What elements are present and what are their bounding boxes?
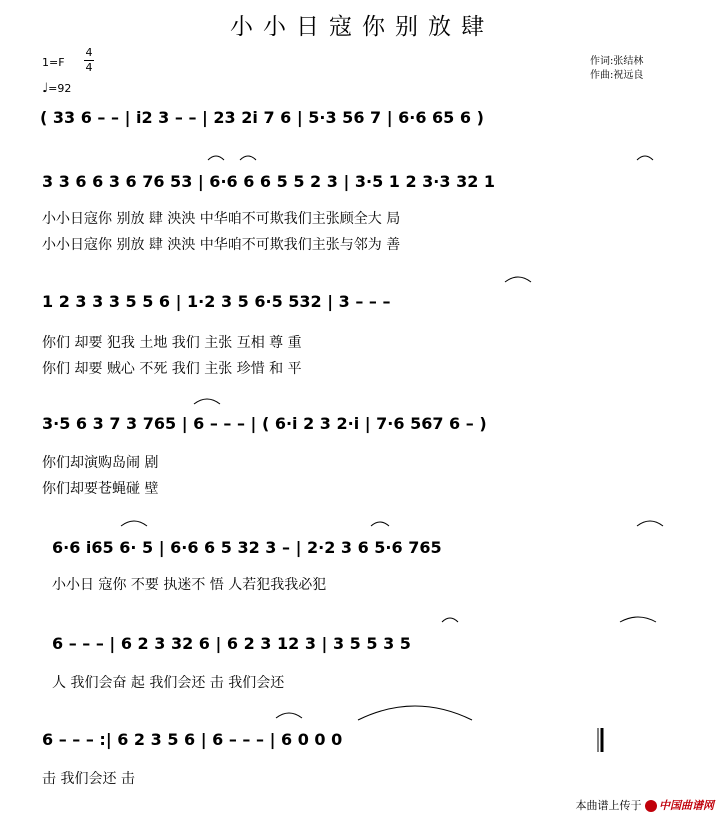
slur-mark <box>276 713 302 718</box>
slur-mark <box>358 706 472 720</box>
lyrics-line-4b: 你们却要苍蝇碰 壁 <box>42 481 159 497</box>
staff-line-2: 3 3 6 6 3 6 76 53 | 6·6 6 6 5 5 2 3 | 3·5 1 2 3·3 32 1 <box>42 172 496 191</box>
lyrics-line-4a: 你们却演购岛闹 剧 <box>42 455 159 471</box>
slur-mark <box>637 521 663 526</box>
lyrics-line-2a: 小小日寇你 别放 肆 泱泱 中华咱不可欺我们主张顾全大 局 <box>42 211 401 227</box>
song-title: 小小日寇你别放肆 <box>230 14 494 40</box>
slur-mark <box>208 156 224 160</box>
slur-mark <box>194 399 220 404</box>
lyrics-line-3a: 你们 却要 犯我 土地 我们 主张 互相 尊 重 <box>42 335 302 351</box>
time-denominator: 4 <box>85 61 93 74</box>
slur-mark <box>240 156 256 160</box>
slur-mark <box>620 617 656 622</box>
staff-line-7: 6 – – – :| 6 2 3 5 6 | 6 – – – | 6 0 0 0 <box>42 730 343 749</box>
staff-line-6: 6 – – – | 6 2 3 32 6 | 6 2 3 12 3 | 3 5 5 3 5 <box>52 634 411 653</box>
slur-mark <box>121 521 147 526</box>
composer: 作曲:祝远良 <box>590 70 644 81</box>
lyrics-line-5: 小小日 寇你 不要 执迷不 悟 人若犯我我必犯 <box>52 577 327 593</box>
slur-mark <box>371 522 389 526</box>
staff-line-5: 6·6 i65 6· 5 | 6·6 6 5 32 3 – | 2·2 3 6 5·6 765 <box>52 538 442 557</box>
quarter-note-icon: ♩ <box>42 81 49 96</box>
footer-brand[interactable]: 中国曲谱网 <box>659 799 714 812</box>
slur-mark <box>442 618 458 622</box>
staff-line-1: ( 33 6 – – | i2 3 – – | 23 2i 7 6 | 5·3 56 7 | 6·6 65 6 ) <box>40 108 484 127</box>
lyrics-line-6: 人 我们会奋 起 我们会还 击 我们会还 <box>52 675 285 691</box>
footer-prefix: 本曲谱上传于 <box>575 799 642 812</box>
slur-mark <box>637 156 653 160</box>
staff-line-3: 1 2 3 3 3 5 5 6 | 1·2 3 5 6·5 532 | 3 – – – <box>42 292 391 311</box>
time-numerator: 4 <box>85 46 93 59</box>
tempo-value: =92 <box>48 82 72 95</box>
site-logo-icon <box>645 800 657 812</box>
lyricist: 作词:张结林 <box>590 56 644 67</box>
footer <box>576 797 715 813</box>
lyrics-line-2b: 小小日寇你 别放 肆 泱泱 中华咱不可欺我们主张与邻为 善 <box>42 237 401 253</box>
key-signature: 1=F <box>42 56 65 69</box>
staff-line-4: 3·5 6 3 7 3 765 | 6 – – – | ( 6·i 2 3 2·i | 7·6 567 6 – ) <box>42 414 487 433</box>
lyrics-line-3b: 你们 却要 贼心 不死 我们 主张 珍惜 和 平 <box>42 361 302 377</box>
slur-mark <box>505 277 531 282</box>
lyrics-line-7: 击 我们会还 击 <box>42 771 135 787</box>
